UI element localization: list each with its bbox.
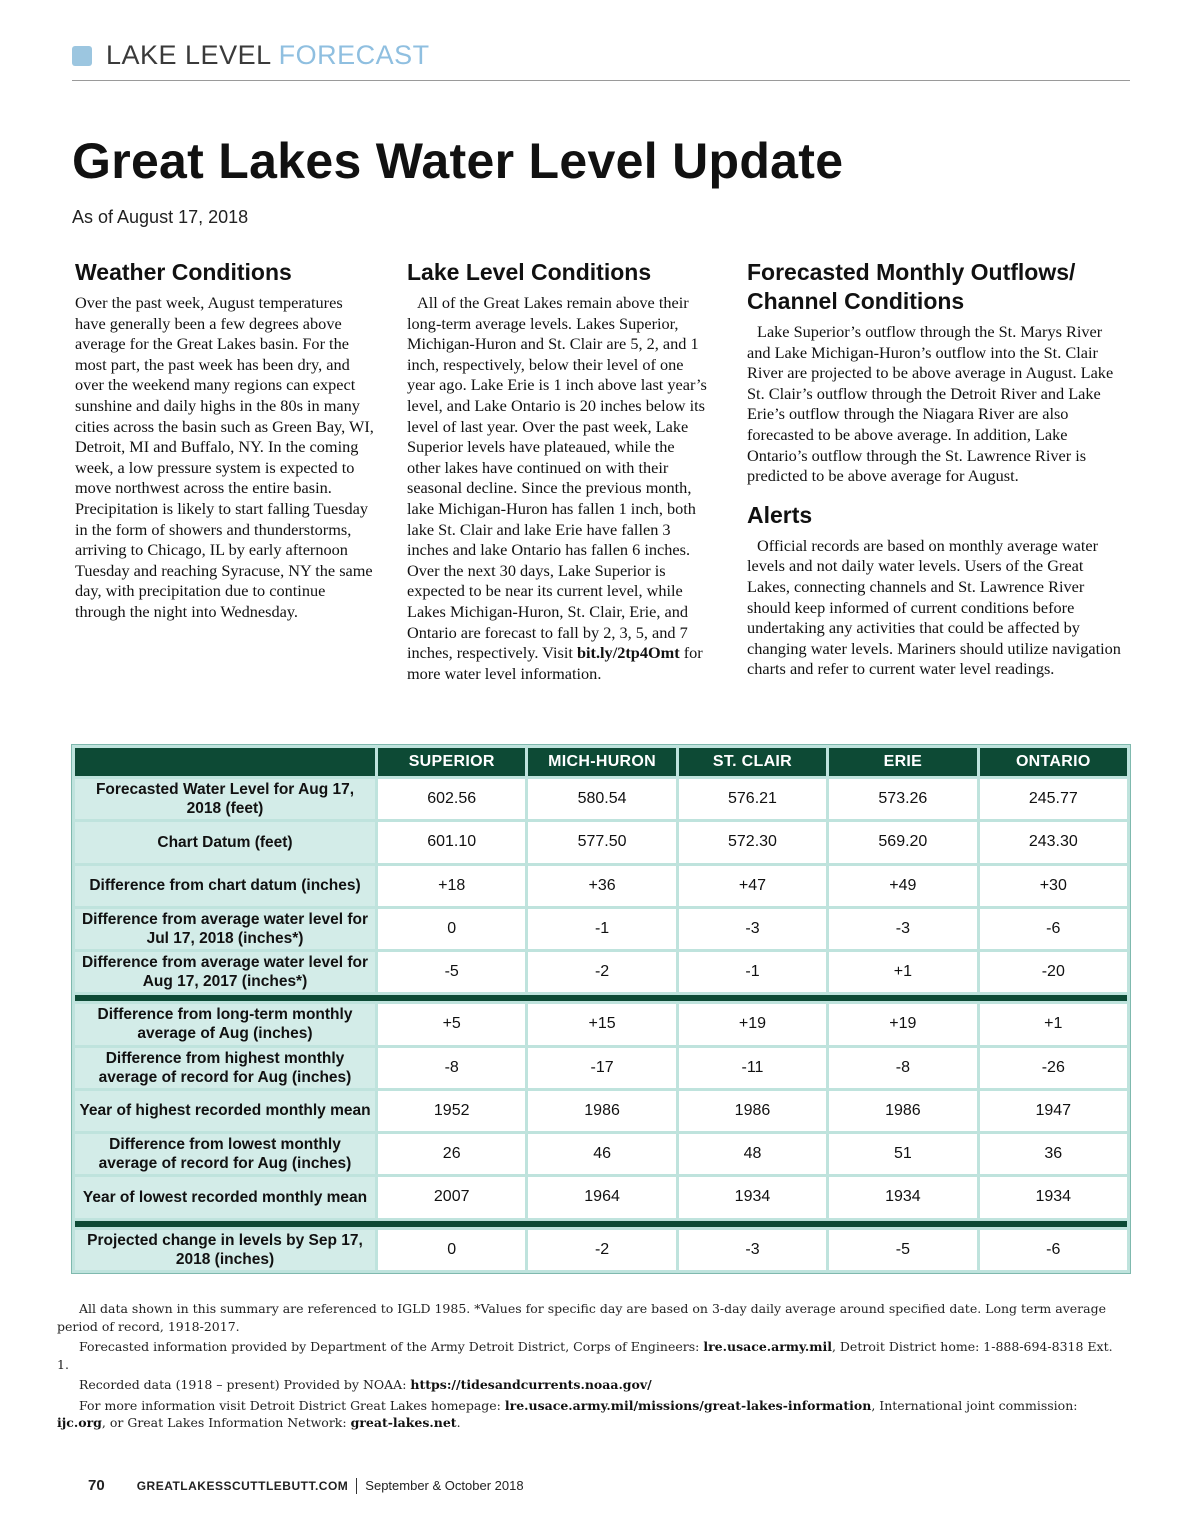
- column-header: ONTARIO: [980, 748, 1127, 776]
- table-cell: 243.30: [980, 822, 1127, 862]
- table-cell: +19: [829, 1004, 976, 1044]
- table-cell: +47: [679, 866, 826, 906]
- section-label: LAKE LEVEL FORECAST: [106, 40, 430, 70]
- ijc-link[interactable]: ijc.org: [57, 1415, 102, 1430]
- table-cell: 0: [378, 1230, 525, 1270]
- table-cell: -3: [829, 909, 976, 949]
- lake-level-heading: Lake Level Conditions: [407, 259, 652, 285]
- weather-body: Over the past week, August temperatures have generally been a few degrees above average for the Great Lakes basin. For the most part, the past week has been dry, and over the weekend many regions can expect sunshine and daily highs in the 80s in many cities across the basin such as Green Bay, WI, Detroit, MI and Buffalo, NY. In the coming week, a low pressure system is expected to move northwest across the entire basin. Precipitation is likely to start falling Tuesday in the form of showers and thunderstorms, arriving to Chicago, IL by early afternoon Tuesday and reaching Syracuse, NY the same day, with precipitation due to continue through the night into Wednesday.: [75, 293, 374, 621]
- table-cell: 569.20: [829, 822, 976, 862]
- table-separator: [75, 1221, 1127, 1227]
- table-cell: 572.30: [679, 822, 826, 862]
- table-cell: 245.77: [980, 779, 1127, 819]
- page-number: 70: [88, 1477, 105, 1494]
- row-label: Difference from average water level for Jul 17, 2018 (inches*): [75, 909, 375, 949]
- footnote-noaa-source: Recorded data (1918 – present) Provided by NOAA: https://tidesandcurrents.noaa.gov/: [79, 1377, 652, 1392]
- table-cell: +49: [829, 866, 976, 906]
- weather-column: [75, 258, 375, 623]
- table-cell: -8: [829, 1048, 976, 1088]
- noaa-link[interactable]: https://tidesandcurrents.noaa.gov/: [410, 1377, 652, 1392]
- table-cell: 1947: [980, 1091, 1127, 1131]
- outflows-body: Lake Superior’s outflow through the St. Marys River and Lake Michigan-Huron’s outflow into the St. Clair River are projected to be above average in August. Lake St. Clair’s outflow through the Detroit River and Lake Erie’s outflow through the Niagara River are also forecasted to be above average. In addition, Lake Ontario’s outflow through the St. Lawrence River is predicted to be above average for August.: [747, 322, 1114, 486]
- table-cell: 1934: [679, 1177, 826, 1217]
- table-cell: +36: [528, 866, 675, 906]
- usace-link[interactable]: lre.usace.army.mil: [703, 1339, 832, 1354]
- column-header: MICH-HURON: [528, 748, 675, 776]
- table-cell: 2007: [378, 1177, 525, 1217]
- table-cell: 601.10: [378, 822, 525, 862]
- table-cell: 48: [679, 1134, 826, 1174]
- table-cell: +19: [679, 1004, 826, 1044]
- section-square-icon: [72, 46, 92, 66]
- table-cell: -2: [528, 1230, 675, 1270]
- weather-heading: Weather Conditions: [75, 259, 292, 285]
- table-row: [75, 822, 1127, 862]
- table-cell: 1986: [679, 1091, 826, 1131]
- table-row: [75, 909, 1127, 949]
- row-label: Difference from highest monthly average of record for Aug (inches): [75, 1048, 375, 1088]
- table-cell: -11: [679, 1048, 826, 1088]
- table-row: [75, 866, 1127, 906]
- table-cell: 0: [378, 909, 525, 949]
- alerts-heading: Alerts: [747, 501, 813, 528]
- footer-brand: GREATLAKESSCUTTLEBUTT.COM: [136, 1478, 349, 1493]
- table-row: [75, 1177, 1127, 1217]
- table-cell: 577.50: [528, 822, 675, 862]
- table-cell: -6: [980, 1230, 1127, 1270]
- table-cell: -26: [980, 1048, 1127, 1088]
- footnote-more-info: For more information visit Detroit District Great Lakes homepage: lre.usace.army.mil/missions/great-lakes-information, International joint commission: ijc.org, or Great Lakes Information Network: great-lakes.net.: [57, 1397, 1078, 1430]
- water-level-table: [71, 744, 1131, 1274]
- header-rule: [72, 80, 1130, 81]
- table-cell: 1986: [829, 1091, 976, 1131]
- footnotes: [57, 1300, 1127, 1435]
- page-footer: [88, 1477, 524, 1494]
- table-cell: -6: [980, 909, 1127, 949]
- outflows-heading: Forecasted Monthly Outflows/ Channel Conditions: [747, 259, 1076, 314]
- table-cell: -1: [528, 909, 675, 949]
- row-label: Difference from long-term monthly average of Aug (inches): [75, 1004, 375, 1044]
- table-cell: 1934: [980, 1177, 1127, 1217]
- detroit-district-link[interactable]: lre.usace.army.mil/missions/great-lakes-information: [504, 1397, 872, 1413]
- table-cell: 26: [378, 1134, 525, 1174]
- column-header: ERIE: [829, 748, 976, 776]
- table-cell: 580.54: [528, 779, 675, 819]
- table-cell: -5: [829, 1230, 976, 1270]
- table-cell: -8: [378, 1048, 525, 1088]
- table-cell: 1934: [829, 1177, 976, 1217]
- table-row: [75, 952, 1127, 992]
- table-row: [75, 779, 1127, 819]
- row-label: Year of highest recorded monthly mean: [75, 1091, 375, 1131]
- outflows-column: [747, 258, 1125, 680]
- lake-level-column: [407, 258, 707, 684]
- table-cell: 602.56: [378, 779, 525, 819]
- table-corner: [75, 748, 375, 776]
- row-label: Year of lowest recorded monthly mean: [75, 1177, 375, 1217]
- table-cell: -1: [679, 952, 826, 992]
- table-row: [75, 1230, 1127, 1270]
- table-cell: 576.21: [679, 779, 826, 819]
- row-label: Difference from chart datum (inches): [75, 866, 375, 906]
- footnote-igld: All data shown in this summary are referenced to IGLD 1985. *Values for specific day are based on 3-day daily average around specified date. Long term average period of record, 1918-2017.: [57, 1301, 1106, 1334]
- row-label: Chart Datum (feet): [75, 822, 375, 862]
- column-header: ST. CLAIR: [679, 748, 826, 776]
- table-cell: 36: [980, 1134, 1127, 1174]
- table-cell: 1952: [378, 1091, 525, 1131]
- table-cell: 573.26: [829, 779, 976, 819]
- table-cell: -20: [980, 952, 1127, 992]
- table-row: [75, 1091, 1127, 1131]
- footer-issue: September & October 2018: [365, 1478, 524, 1493]
- table-cell: 51: [829, 1134, 976, 1174]
- table-cell: -3: [679, 909, 826, 949]
- column-header: SUPERIOR: [378, 748, 525, 776]
- table-cell: -5: [378, 952, 525, 992]
- page-date: As of August 17, 2018: [72, 207, 249, 227]
- table-header-row: [75, 748, 1127, 776]
- table-row: [75, 1048, 1127, 1088]
- table-cell: -17: [528, 1048, 675, 1088]
- row-label: Projected change in levels by Sep 17, 2018 (inches): [75, 1230, 375, 1270]
- table-cell: +5: [378, 1004, 525, 1044]
- row-label: Forecasted Water Level for Aug 17, 2018 (feet): [75, 779, 375, 819]
- table-row: [75, 1134, 1127, 1174]
- footnote-forecast-source: Forecasted information provided by Department of the Army Detroit District, Corps of Engineers: lre.usace.army.mil, Detroit District home: 1-888-694-8318 Ext. 1.: [57, 1339, 1113, 1372]
- lake-level-link[interactable]: bit.ly/2tp4Omt: [576, 643, 680, 663]
- alerts-body: Official records are based on monthly average water levels and not daily water levels. Users of the Great Lakes, connecting channels and St. Lawrence River should keep informed of current conditions before undertaking any activities that could be affected by changing water levels. Mariners should utilize navigation charts and refer to current water level readings.: [747, 535, 1121, 679]
- page-title: Great Lakes Water Level Update: [72, 133, 844, 189]
- glin-link[interactable]: great-lakes.net: [350, 1415, 457, 1430]
- section-tag: [72, 40, 430, 71]
- table-cell: 1964: [528, 1177, 675, 1217]
- table-cell: 46: [528, 1134, 675, 1174]
- table-separator: [75, 995, 1127, 1001]
- row-label: Difference from average water level for Aug 17, 2017 (inches*): [75, 952, 375, 992]
- table-cell: -3: [679, 1230, 826, 1270]
- table-cell: +1: [980, 1004, 1127, 1044]
- table-row: [75, 1004, 1127, 1044]
- table-cell: -2: [528, 952, 675, 992]
- section-label-accent: FORECAST: [278, 40, 430, 70]
- row-label: Difference from lowest monthly average of record for Aug (inches): [75, 1134, 375, 1174]
- table-cell: +15: [528, 1004, 675, 1044]
- table-cell: +30: [980, 866, 1127, 906]
- lake-level-body: All of the Great Lakes remain above their long-term average levels. Lakes Superior, Michigan-Huron and St. Clair are 5, 2, and 1 inch, respectively, below their level of one year ago. Lake Erie is 1 inch above last year’s level, and Lake Ontario is 20 inches below its level of last year. Over the past week, Lake Superior levels have plateaued, while the other lakes have continued on with their seasonal decline. Since the previous month, lake Michigan-Huron has fallen 1 inch, both lake St. Clair and lake Erie have fallen 3 inches and lake Ontario has fallen 6 inches. Over the next 30 days, Lake Superior is expected to be near its current level, while Lakes Michigan-Huron, St. Clair, Erie, and Ontario are forecast to fall by 2, 3, 5, and 7 inches, respectively. Visit bit.ly/2tp4Omt for more water level information.: [407, 293, 707, 683]
- table-cell: +18: [378, 866, 525, 906]
- table-cell: +1: [829, 952, 976, 992]
- table-cell: 1986: [528, 1091, 675, 1131]
- footer-divider: [356, 1478, 357, 1494]
